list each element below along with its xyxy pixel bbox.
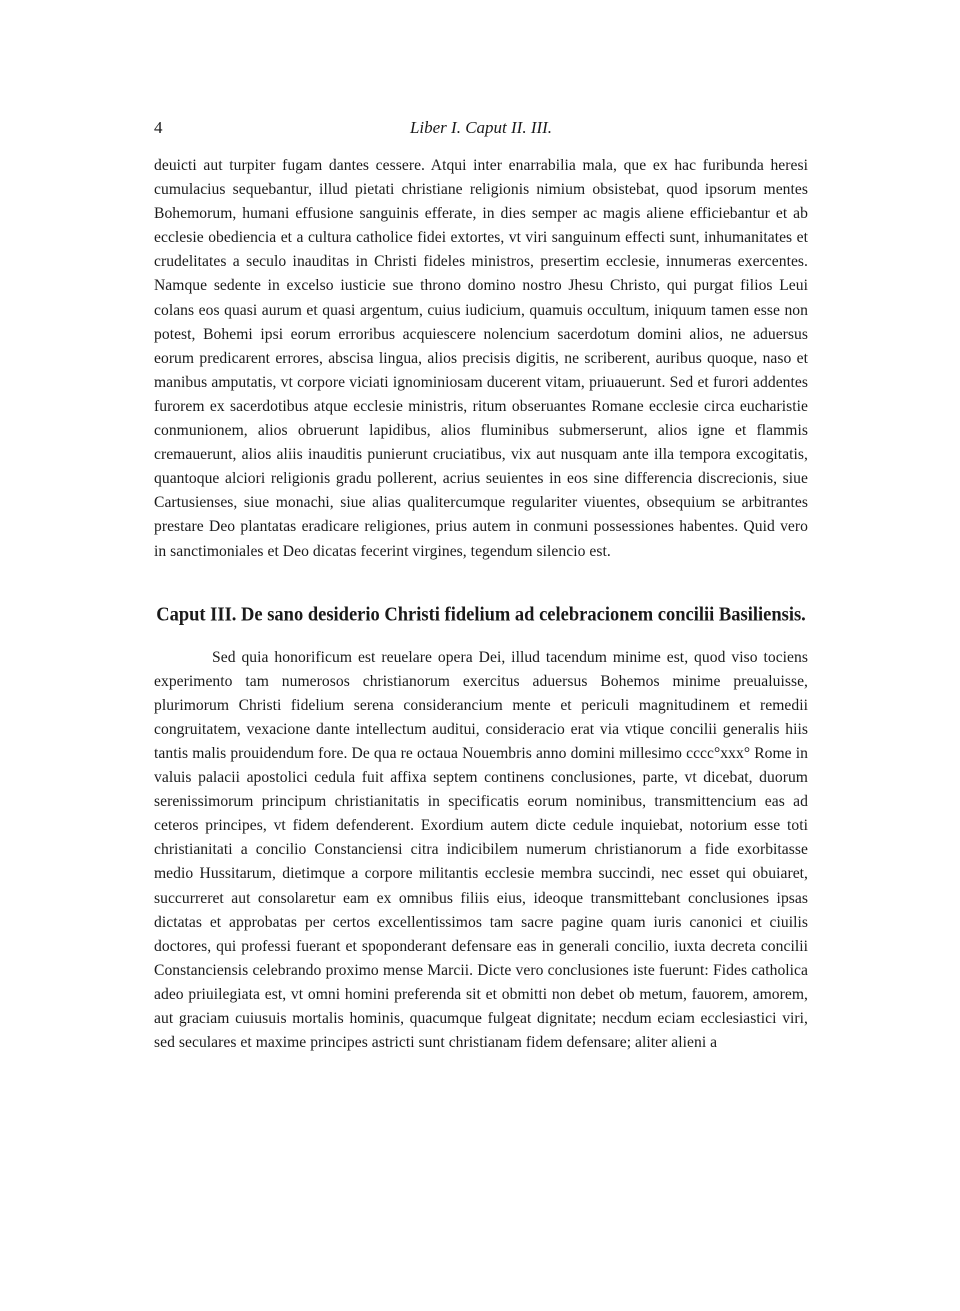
running-head — [154, 118, 808, 144]
book-page — [154, 118, 808, 1055]
chapter-two-text — [154, 154, 808, 564]
paragraph: deuicti aut turpiter fugam dantes cessere. Atqui inter enarrabilia mala, que ex hac furibunda heresi cumulacius sequebantur, illud pietati christiane religionis nimium obsistebat, quod ipsorum mentes Bohemorum, humani effusione sanguinis efferate, in dies semper ac magis aliene efficiebantur et ab ecclesie obediencia et a cultura catholice fidei extortes, vt viri sanguinum effecti sunt, inhumanitates et crudelitates a seculo inauditas in Christi fideles ministros, presertim ecclesie, innumeras exercentes. Namque sedente in excelso iusticie sue throno domino nostro Jhesu Christo, qui purgat filios Leui colans eos quasi aurum et quasi argentum, cuius iudicium, quamuis occultum, iniquum tamen esse non potest, Bohemi ipsi eorum erroribus acquiescere nolencium sacerdotum domini alios, ne aduersus eorum predicarent errores, abscisa lingua, alios precisis digitis, ne scriberent, auribus quoque, naso et manibus amputatis, vt corpore viciati ignominiosam ducerent vitam, priuauerunt. Sed et furori addentes furorem ex sacerdotibus atque ecclesie ministris, ritum obseruantes Romane ecclesie circa eucharistie conmunionem, alios obruerunt lapidibus, alios fluminibus submerserunt, alios igne et flammis cremauerunt, alios aliis inauditis punierunt cruciatibus, vix aut nusquam ante illa tempora excogitatis, quantoque alciori religionis gradu pollerent, acrius seuientes in eos sine differencia discrecionis, siue Cartusienses, siue monachi, siue alias qualitercumque regulariter viuentes, obsequium se arbitrantes prestare Deo plantatas eradicare religiones, prius autem in conmuni possessiones habentes. Quid vero in sanctimoniales et Deo dicatas fecerint virgines, tegendum silencio est. — [154, 157, 808, 560]
page-number: 4 — [154, 118, 163, 137]
paragraph: Sed quia honorificum est reuelare opera Dei, illud tacendum minime est, quod viso tociens experimento tam numerosos christianorum exercitus aduersus Bohemos minime preualuisse, plurimorum Christi fidelium serena considerancium mente et periculi magnitudinem et remedii congruitatem, vexacione dante intellectum auditui, consideracio erat via vtique concilii generalis hiis tantis malis prouidendum fore. De qua re octaua Nouembris anno domini millesimo cccc°xxx° Rome in valuis palacii apostolici cedula fuit affixa septem continens conclusiones, parte, vt dicebat, duorum serenissimorum principum christianitatis in specificatis eorum nominibus, transmittencium eas ad ceteros principes, vt fidem defenderent. Exordium autem dicte cedule inquiebat, notorium esse toti christianitati a concilio Constanciensi citra indicibilem numerum christianorum a fide exorbitasse medio Hussitarum, dietimque a corpore militantis ecclesie membra succindi, nec esset qui obuiaret, succurreret aut consolaretur eam ex omnibus filiis eius, ideoque transmittebant conclusiones ipsas dictatas et approbatas per certos excellentissimos tam sacre pagine quam iuris canonici et ciuilis doctores, qui professi fuerant et spoponderant defensare eas in generali concilio, iuxta decreta concilii Constanciensis celebrando proximo mense Marcii. Dicte vero conclusiones iste fuerunt: Fides catholica adeo priuilegiata est, vt omni homini preferenda sit et obmitti non debet ob metum, fauorem, amorem, aut graciam cuiusuis mortalis hominis, quacumque fulgeat dignitate; necdum eciam ecclesiastici viri, sed seculares et maxime principes astricti sunt christianam fidem defensare; aliter alieni a — [154, 648, 808, 1052]
chapter-label: Caput III. — [156, 603, 237, 626]
running-title: Liber I. Caput II. III. — [409, 118, 553, 137]
chapter-three-text — [154, 646, 808, 1056]
chapter-heading — [154, 601, 808, 629]
chapter-title: De sano desiderio Christi fidelium ad celebracionem concilii Basiliensis. — [241, 603, 806, 626]
